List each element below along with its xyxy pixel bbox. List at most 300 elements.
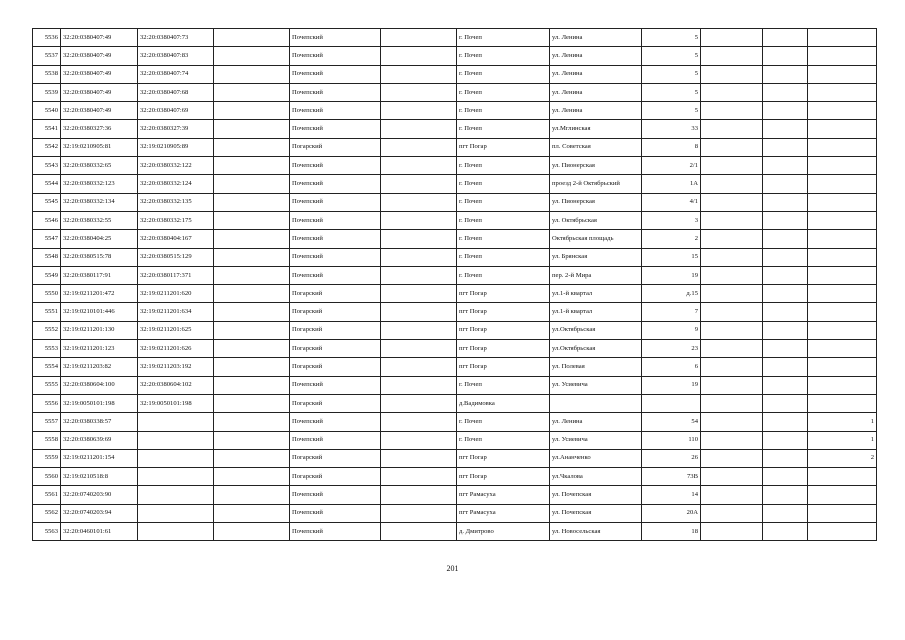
cadastral-number-cell: 32:20:0380332:123 (61, 175, 138, 193)
extra-col-2-cell (763, 29, 808, 47)
table-row (33, 394, 877, 412)
extra-col-3-cell (808, 504, 877, 522)
settlement-cell: г. Почеп (457, 376, 550, 394)
object-cadastral-number-cell: 32:19:0211201:620 (138, 285, 214, 303)
street-cell: ул. Усиевича (550, 431, 642, 449)
extra-col-3-cell: 1 (808, 431, 877, 449)
object-cadastral-number-cell: 32:19:0211203:192 (138, 358, 214, 376)
extra-col-2-cell (763, 175, 808, 193)
street-cell: ул.Октябрьская (550, 321, 642, 339)
row-number-cell: 5557 (33, 413, 61, 431)
object-cadastral-number-cell: 32:19:0050101:198 (138, 394, 214, 412)
extra-col-1-cell (701, 358, 763, 376)
settlement-cell: г. Почеп (457, 102, 550, 120)
street-cell: ул. Ленина (550, 47, 642, 65)
row-number-cell: 5555 (33, 376, 61, 394)
cadastral-number-cell: 32:20:0380604:100 (61, 376, 138, 394)
street-cell: ул. Октябрьская (550, 211, 642, 229)
table-row (33, 83, 877, 101)
table-row (33, 157, 877, 175)
district-cell: Почепский (290, 157, 381, 175)
row-number-cell: 5541 (33, 120, 61, 138)
extra-col-3-cell: 2 (808, 449, 877, 467)
empty-col-2-cell (381, 321, 457, 339)
house-number-cell: 5 (642, 83, 701, 101)
district-cell: Погарский (290, 285, 381, 303)
empty-col-cell (214, 157, 290, 175)
extra-col-2-cell (763, 340, 808, 358)
district-cell: Почепский (290, 83, 381, 101)
extra-col-2-cell (763, 468, 808, 486)
object-cadastral-number-cell: 32:19:0211201:626 (138, 340, 214, 358)
table-row (33, 266, 877, 284)
district-cell: Погарский (290, 303, 381, 321)
empty-col-2-cell (381, 175, 457, 193)
table-row (33, 248, 877, 266)
table-row (33, 468, 877, 486)
extra-col-3-cell (808, 65, 877, 83)
row-number-cell: 5561 (33, 486, 61, 504)
extra-col-1-cell (701, 193, 763, 211)
district-cell: Погарский (290, 449, 381, 467)
extra-col-1-cell (701, 413, 763, 431)
object-cadastral-number-cell (138, 468, 214, 486)
extra-col-1-cell (701, 211, 763, 229)
house-number-cell: 18 (642, 523, 701, 541)
settlement-cell: пгт Погар (457, 358, 550, 376)
street-cell: ул. Пионерская (550, 157, 642, 175)
extra-col-2-cell (763, 321, 808, 339)
empty-col-2-cell (381, 102, 457, 120)
extra-col-2-cell (763, 266, 808, 284)
table-row (33, 504, 877, 522)
district-cell: Погарский (290, 138, 381, 156)
extra-col-2-cell (763, 303, 808, 321)
object-cadastral-number-cell: 32:20:0380332:124 (138, 175, 214, 193)
row-number-cell: 5544 (33, 175, 61, 193)
extra-col-2-cell (763, 138, 808, 156)
district-cell: Почепский (290, 486, 381, 504)
empty-col-2-cell (381, 523, 457, 541)
street-cell: ул.Октябрьская (550, 340, 642, 358)
extra-col-1-cell (701, 285, 763, 303)
row-number-cell: 5552 (33, 321, 61, 339)
extra-col-2-cell (763, 413, 808, 431)
object-cadastral-number-cell: 32:20:0380407:69 (138, 102, 214, 120)
extra-col-1-cell (701, 468, 763, 486)
house-number-cell: 26 (642, 449, 701, 467)
house-number-cell: 2 (642, 230, 701, 248)
settlement-cell: г. Почеп (457, 157, 550, 175)
table-row (33, 102, 877, 120)
extra-col-3-cell (808, 321, 877, 339)
empty-col-cell (214, 468, 290, 486)
district-cell: Погарский (290, 340, 381, 358)
extra-col-3-cell (808, 248, 877, 266)
house-number-cell: 6 (642, 358, 701, 376)
row-number-cell: 5554 (33, 358, 61, 376)
row-number-cell: 5551 (33, 303, 61, 321)
empty-col-cell (214, 486, 290, 504)
street-cell: ул. Ленина (550, 413, 642, 431)
row-number-cell: 5563 (33, 523, 61, 541)
object-cadastral-number-cell: 32:20:0380332:135 (138, 193, 214, 211)
row-number-cell: 5540 (33, 102, 61, 120)
extra-col-3-cell (808, 468, 877, 486)
extra-col-3-cell (808, 29, 877, 47)
district-cell: Почепский (290, 266, 381, 284)
empty-col-cell (214, 376, 290, 394)
settlement-cell: г. Почеп (457, 65, 550, 83)
empty-col-cell (214, 29, 290, 47)
house-number-cell: 23 (642, 340, 701, 358)
extra-col-2-cell (763, 248, 808, 266)
extra-col-1-cell (701, 157, 763, 175)
empty-col-cell (214, 65, 290, 83)
house-number-cell: 4/1 (642, 193, 701, 211)
extra-col-1-cell (701, 376, 763, 394)
house-number-cell: 8 (642, 138, 701, 156)
street-cell: ул.Ананченко (550, 449, 642, 467)
row-number-cell: 5550 (33, 285, 61, 303)
empty-col-cell (214, 358, 290, 376)
cadastral-number-cell: 32:20:0380515:78 (61, 248, 138, 266)
cadastral-number-cell: 32:19:0211201:472 (61, 285, 138, 303)
cadastral-number-cell: 32:20:0380404:25 (61, 230, 138, 248)
house-number-cell: 5 (642, 47, 701, 65)
extra-col-1-cell (701, 321, 763, 339)
object-cadastral-number-cell (138, 413, 214, 431)
street-cell: ул.1-й квартал (550, 285, 642, 303)
extra-col-1-cell (701, 83, 763, 101)
settlement-cell: пгт Рамасуха (457, 504, 550, 522)
table-row (33, 523, 877, 541)
district-cell: Почепский (290, 248, 381, 266)
cadastral-number-cell: 32:20:0380407:49 (61, 29, 138, 47)
empty-col-cell (214, 230, 290, 248)
street-cell: ул. Ленина (550, 102, 642, 120)
empty-col-2-cell (381, 157, 457, 175)
extra-col-3-cell (808, 358, 877, 376)
settlement-cell: пгт Погар (457, 321, 550, 339)
settlement-cell: пгт Погар (457, 285, 550, 303)
extra-col-3-cell (808, 523, 877, 541)
street-cell: ул. Ленина (550, 65, 642, 83)
extra-col-1-cell (701, 248, 763, 266)
row-number-cell: 5545 (33, 193, 61, 211)
empty-col-2-cell (381, 394, 457, 412)
empty-col-2-cell (381, 340, 457, 358)
cadastral-number-cell: 32:20:0380407:49 (61, 83, 138, 101)
street-cell (550, 394, 642, 412)
extra-col-3-cell (808, 376, 877, 394)
extra-col-3-cell (808, 285, 877, 303)
extra-col-3-cell (808, 193, 877, 211)
district-cell: Погарский (290, 394, 381, 412)
table-row (33, 376, 877, 394)
row-number-cell: 5549 (33, 266, 61, 284)
extra-col-1-cell (701, 523, 763, 541)
object-cadastral-number-cell: 32:20:0380407:68 (138, 83, 214, 101)
table-row (33, 193, 877, 211)
street-cell: пер. 2-й Мира (550, 266, 642, 284)
cadastral-number-cell: 32:19:0211201:130 (61, 321, 138, 339)
row-number-cell: 5537 (33, 47, 61, 65)
house-number-cell: 15 (642, 248, 701, 266)
row-number-cell: 5542 (33, 138, 61, 156)
house-number-cell: 1А (642, 175, 701, 193)
empty-col-2-cell (381, 413, 457, 431)
empty-col-2-cell (381, 120, 457, 138)
table-row (33, 47, 877, 65)
street-cell: ул. Почепская (550, 504, 642, 522)
empty-col-2-cell (381, 83, 457, 101)
empty-col-cell (214, 175, 290, 193)
extra-col-1-cell (701, 138, 763, 156)
cadastral-number-cell: 32:20:0740203:94 (61, 504, 138, 522)
extra-col-2-cell (763, 449, 808, 467)
empty-col-2-cell (381, 138, 457, 156)
street-cell: ул.Мглинская (550, 120, 642, 138)
cadastral-number-cell: 32:19:0211203:82 (61, 358, 138, 376)
house-number-cell: д.15 (642, 285, 701, 303)
extra-col-2-cell (763, 394, 808, 412)
settlement-cell: г. Почеп (457, 266, 550, 284)
extra-col-1-cell (701, 431, 763, 449)
empty-col-2-cell (381, 504, 457, 522)
extra-col-1-cell (701, 303, 763, 321)
object-cadastral-number-cell: 32:19:0211201:634 (138, 303, 214, 321)
house-number-cell: 20А (642, 504, 701, 522)
empty-col-2-cell (381, 358, 457, 376)
extra-col-2-cell (763, 157, 808, 175)
extra-col-2-cell (763, 504, 808, 522)
extra-col-2-cell (763, 358, 808, 376)
data-table (32, 28, 877, 541)
row-number-cell: 5548 (33, 248, 61, 266)
street-cell: проезд 2-й Октябрьский (550, 175, 642, 193)
empty-col-cell (214, 120, 290, 138)
extra-col-2-cell (763, 230, 808, 248)
empty-col-2-cell (381, 211, 457, 229)
table-row (33, 29, 877, 47)
extra-col-2-cell (763, 285, 808, 303)
house-number-cell: 54 (642, 413, 701, 431)
district-cell: Погарский (290, 321, 381, 339)
extra-col-3-cell (808, 157, 877, 175)
district-cell: Почепский (290, 376, 381, 394)
table-row (33, 120, 877, 138)
house-number-cell: 5 (642, 29, 701, 47)
table-row (33, 449, 877, 467)
table-row (33, 285, 877, 303)
empty-col-2-cell (381, 449, 457, 467)
extra-col-1-cell (701, 47, 763, 65)
empty-col-2-cell (381, 468, 457, 486)
cadastral-number-cell: 32:20:0460101:61 (61, 523, 138, 541)
empty-col-2-cell (381, 486, 457, 504)
row-number-cell: 5536 (33, 29, 61, 47)
extra-col-1-cell (701, 394, 763, 412)
street-cell: ул. Ленина (550, 29, 642, 47)
settlement-cell: д.Вадимовка (457, 394, 550, 412)
cadastral-number-cell: 32:20:0740203:90 (61, 486, 138, 504)
extra-col-3-cell (808, 340, 877, 358)
extra-col-2-cell (763, 376, 808, 394)
street-cell: Октябрьская площадь (550, 230, 642, 248)
extra-col-2-cell (763, 120, 808, 138)
house-number-cell: 5 (642, 65, 701, 83)
empty-col-cell (214, 321, 290, 339)
page-number: 201 (446, 564, 459, 573)
house-number-cell: 9 (642, 321, 701, 339)
row-number-cell: 5546 (33, 211, 61, 229)
extra-col-3-cell (808, 175, 877, 193)
extra-col-2-cell (763, 211, 808, 229)
district-cell: Погарский (290, 468, 381, 486)
object-cadastral-number-cell (138, 449, 214, 467)
empty-col-cell (214, 266, 290, 284)
object-cadastral-number-cell: 32:20:0380407:73 (138, 29, 214, 47)
extra-col-3-cell (808, 102, 877, 120)
table-row (33, 230, 877, 248)
house-number-cell: 7 (642, 303, 701, 321)
empty-col-cell (214, 340, 290, 358)
extra-col-2-cell (763, 83, 808, 101)
settlement-cell: пгт Погар (457, 303, 550, 321)
street-cell: ул.Чкалова (550, 468, 642, 486)
empty-col-cell (214, 193, 290, 211)
table-row (33, 431, 877, 449)
row-number-cell: 5556 (33, 394, 61, 412)
settlement-cell: пгт Погар (457, 340, 550, 358)
extra-col-3-cell (808, 47, 877, 65)
empty-col-2-cell (381, 431, 457, 449)
settlement-cell: г. Почеп (457, 413, 550, 431)
extra-col-2-cell (763, 486, 808, 504)
settlement-cell: д. Дмитрово (457, 523, 550, 541)
extra-col-3-cell (808, 266, 877, 284)
street-cell: ул. Ленина (550, 83, 642, 101)
extra-col-3-cell (808, 120, 877, 138)
empty-col-cell (214, 523, 290, 541)
street-cell: пл. Советская (550, 138, 642, 156)
table-row (33, 321, 877, 339)
settlement-cell: г. Почеп (457, 193, 550, 211)
extra-col-3-cell (808, 394, 877, 412)
extra-col-1-cell (701, 449, 763, 467)
empty-col-cell (214, 138, 290, 156)
house-number-cell: 19 (642, 376, 701, 394)
object-cadastral-number-cell (138, 504, 214, 522)
street-cell: ул.1-й квартал (550, 303, 642, 321)
extra-col-2-cell (763, 523, 808, 541)
object-cadastral-number-cell: 32:20:0380332:122 (138, 157, 214, 175)
cadastral-number-cell: 32:19:0210101:446 (61, 303, 138, 321)
cadastral-number-cell: 32:20:0380332:55 (61, 211, 138, 229)
street-cell: ул. Брянская (550, 248, 642, 266)
extra-col-1-cell (701, 65, 763, 83)
cadastral-number-cell: 32:20:0380332:134 (61, 193, 138, 211)
object-cadastral-number-cell: 32:20:0380407:74 (138, 65, 214, 83)
cadastral-number-cell: 32:20:0380639:69 (61, 431, 138, 449)
object-cadastral-number-cell: 32:20:0380332:175 (138, 211, 214, 229)
cadastral-number-cell: 32:19:0211201:154 (61, 449, 138, 467)
row-number-cell: 5558 (33, 431, 61, 449)
cadastral-number-cell: 32:20:0380407:49 (61, 65, 138, 83)
empty-col-cell (214, 83, 290, 101)
district-cell: Погарский (290, 358, 381, 376)
cadastral-number-cell: 32:20:0380332:65 (61, 157, 138, 175)
house-number-cell (642, 394, 701, 412)
empty-col-cell (214, 248, 290, 266)
table-row (33, 138, 877, 156)
row-number-cell: 5559 (33, 449, 61, 467)
extra-col-1-cell (701, 340, 763, 358)
empty-col-2-cell (381, 303, 457, 321)
district-cell: Почепский (290, 413, 381, 431)
object-cadastral-number-cell: 32:20:0380117:371 (138, 266, 214, 284)
empty-col-cell (214, 504, 290, 522)
district-cell: Почепский (290, 504, 381, 522)
settlement-cell: г. Почеп (457, 29, 550, 47)
empty-col-cell (214, 431, 290, 449)
house-number-cell: 2/1 (642, 157, 701, 175)
empty-col-2-cell (381, 285, 457, 303)
district-cell: Почепский (290, 523, 381, 541)
extra-col-3-cell (808, 138, 877, 156)
settlement-cell: пгт Погар (457, 138, 550, 156)
empty-col-cell (214, 211, 290, 229)
cadastral-number-cell: 32:20:0380407:49 (61, 102, 138, 120)
extra-col-1-cell (701, 230, 763, 248)
empty-col-2-cell (381, 193, 457, 211)
object-cadastral-number-cell: 32:20:0380404:167 (138, 230, 214, 248)
row-number-cell: 5539 (33, 83, 61, 101)
cadastral-number-cell: 32:19:0050101:198 (61, 394, 138, 412)
extra-col-3-cell (808, 83, 877, 101)
district-cell: Почепский (290, 120, 381, 138)
district-cell: Почепский (290, 102, 381, 120)
empty-col-2-cell (381, 29, 457, 47)
street-cell: ул. Пионерская (550, 193, 642, 211)
table-row (33, 486, 877, 504)
extra-col-1-cell (701, 29, 763, 47)
extra-col-2-cell (763, 193, 808, 211)
empty-col-cell (214, 394, 290, 412)
extra-col-1-cell (701, 175, 763, 193)
row-number-cell: 5543 (33, 157, 61, 175)
district-cell: Почепский (290, 65, 381, 83)
house-number-cell: 14 (642, 486, 701, 504)
extra-col-2-cell (763, 65, 808, 83)
settlement-cell: г. Почеп (457, 83, 550, 101)
empty-col-cell (214, 303, 290, 321)
extra-col-3-cell (808, 486, 877, 504)
cadastral-number-cell: 32:19:0210518:8 (61, 468, 138, 486)
object-cadastral-number-cell (138, 431, 214, 449)
street-cell: ул. Усиевича (550, 376, 642, 394)
extra-col-3-cell: 1 (808, 413, 877, 431)
table-row (33, 413, 877, 431)
empty-col-2-cell (381, 248, 457, 266)
extra-col-1-cell (701, 266, 763, 284)
settlement-cell: пгт Погар (457, 449, 550, 467)
object-cadastral-number-cell (138, 486, 214, 504)
row-number-cell: 5547 (33, 230, 61, 248)
object-cadastral-number-cell: 32:19:0210905:89 (138, 138, 214, 156)
table-row (33, 65, 877, 83)
